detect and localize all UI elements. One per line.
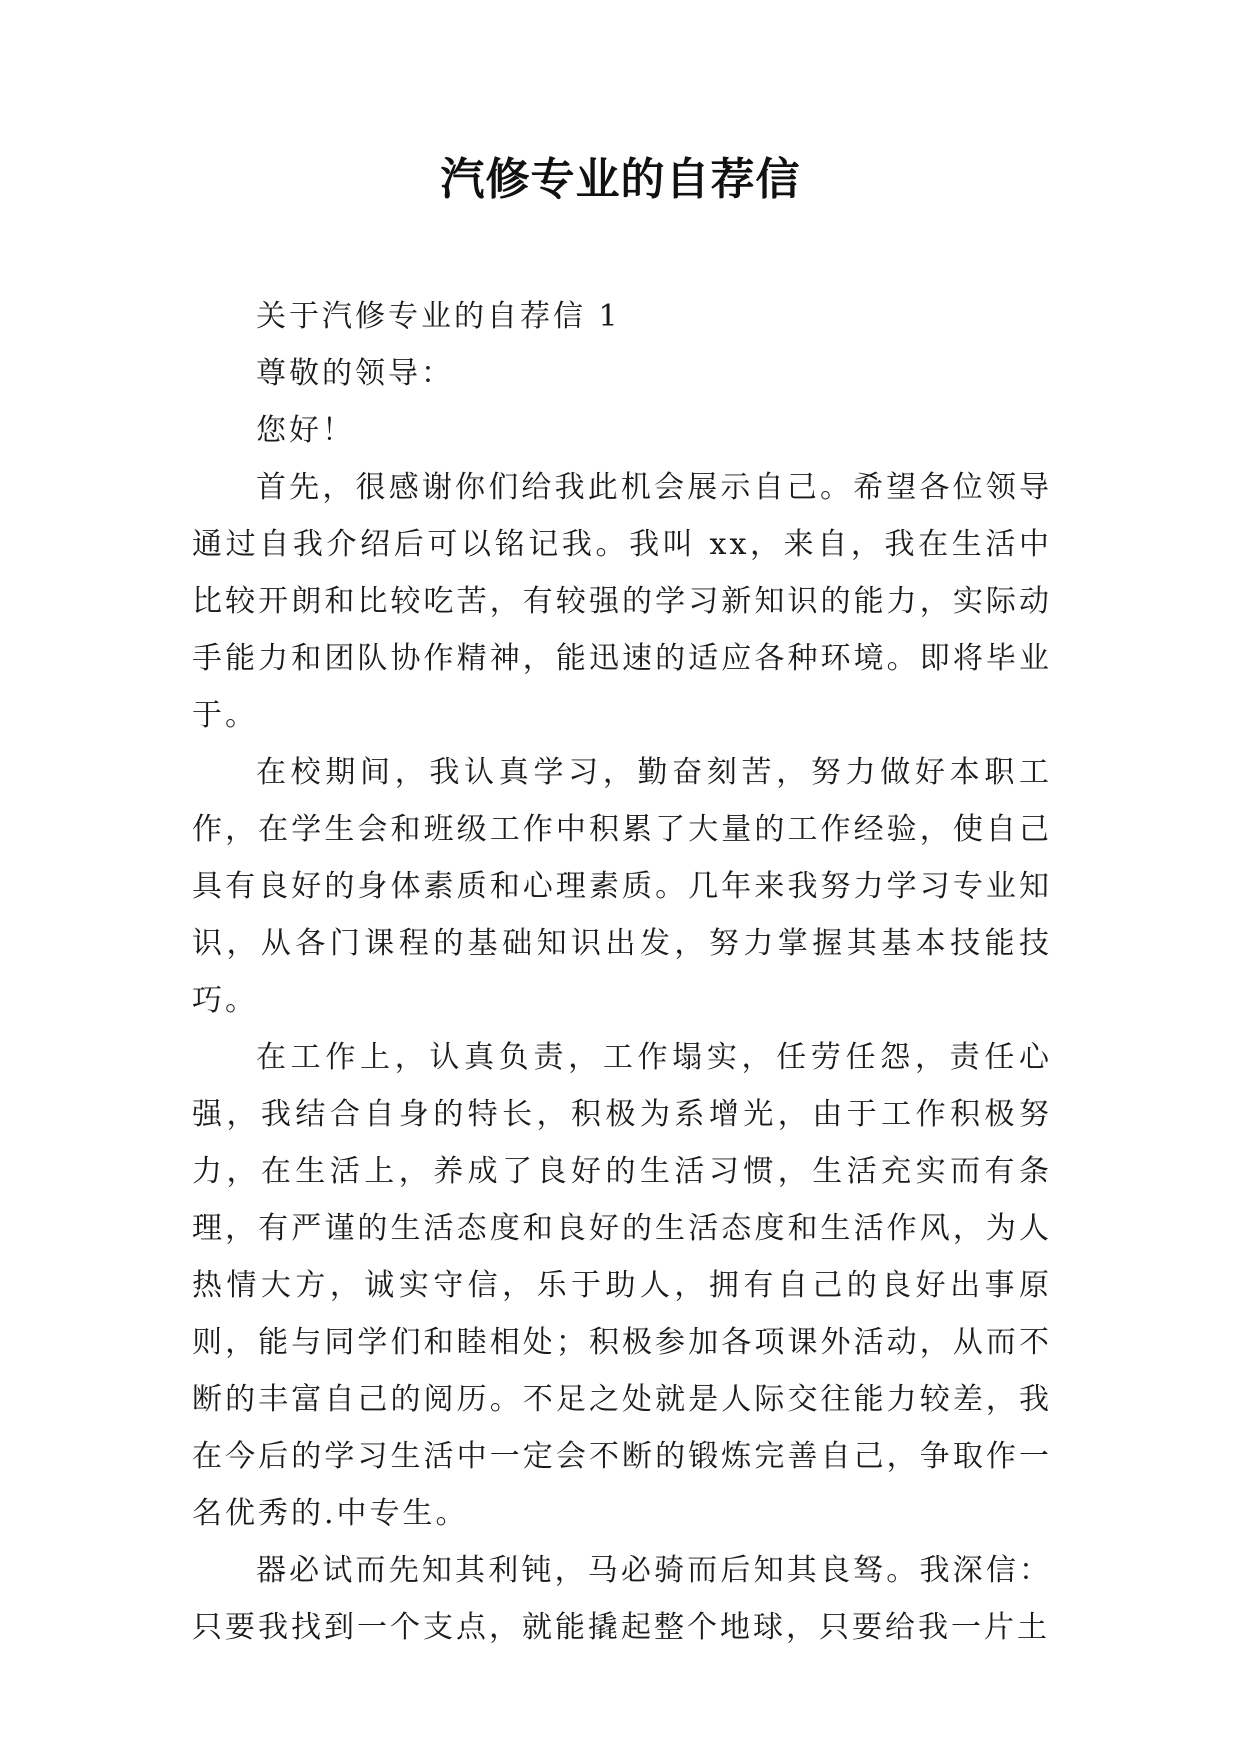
salutation: 尊敬的领导：	[256, 356, 454, 391]
greeting: 您好！	[256, 413, 355, 448]
paragraph-work: 在工作上，认真负责，工作塌实，任劳任怨，责任心强，我结合自身的特长，积极为系增光，由于工作积极努力，在生活上，养成了良好的生活习惯，生活充实而有条理，有严谨的生活态度和良好的生活态度和生活作风，为人热情大方，诚实守信，乐于助人，拥有自己的良好出事原则，能与同学们和睦相处；积极参加各项课外活动，从而不断的丰富自己的阅历。不足之处就是人际交往能力较差，我在今后的学习生活中一定会不断的锻炼完善自己，争取作一名优秀的.中专生。	[192, 1040, 1052, 1531]
document-title: 汽修专业的自荐信	[440, 154, 801, 205]
letter-body	[192, 288, 1052, 1656]
paragraph-school: 在校期间，我认真学习，勤奋刻苦，努力做好本职工作，在学生会和班级工作中积累了大量的工作经验，使自己具有良好的身体素质和心理素质。几年来我努力学习专业知识，从各门课程的基础知识出发，努力掌握其基本技能技巧。	[192, 755, 1052, 1018]
letter-heading: 关于汽修专业的自荐信 1	[256, 299, 621, 334]
paragraph-conclusion: 器必试而先知其利钝，马必骑而后知其良驽。我深信：只要我找到一个支点，就能撬起整个地球，只要给我一片土	[192, 1553, 1052, 1645]
paragraph-introduction: 首先，很感谢你们给我此机会展示自己。希望各位领导通过自我介绍后可以铭记我。我叫 xx，来自，我在生活中比较开朗和比较吃苦，有较强的学习新知识的能力，实际动手能力和团队协作精神，能迅速的适应各种环境。即将毕业于。	[192, 470, 1052, 733]
